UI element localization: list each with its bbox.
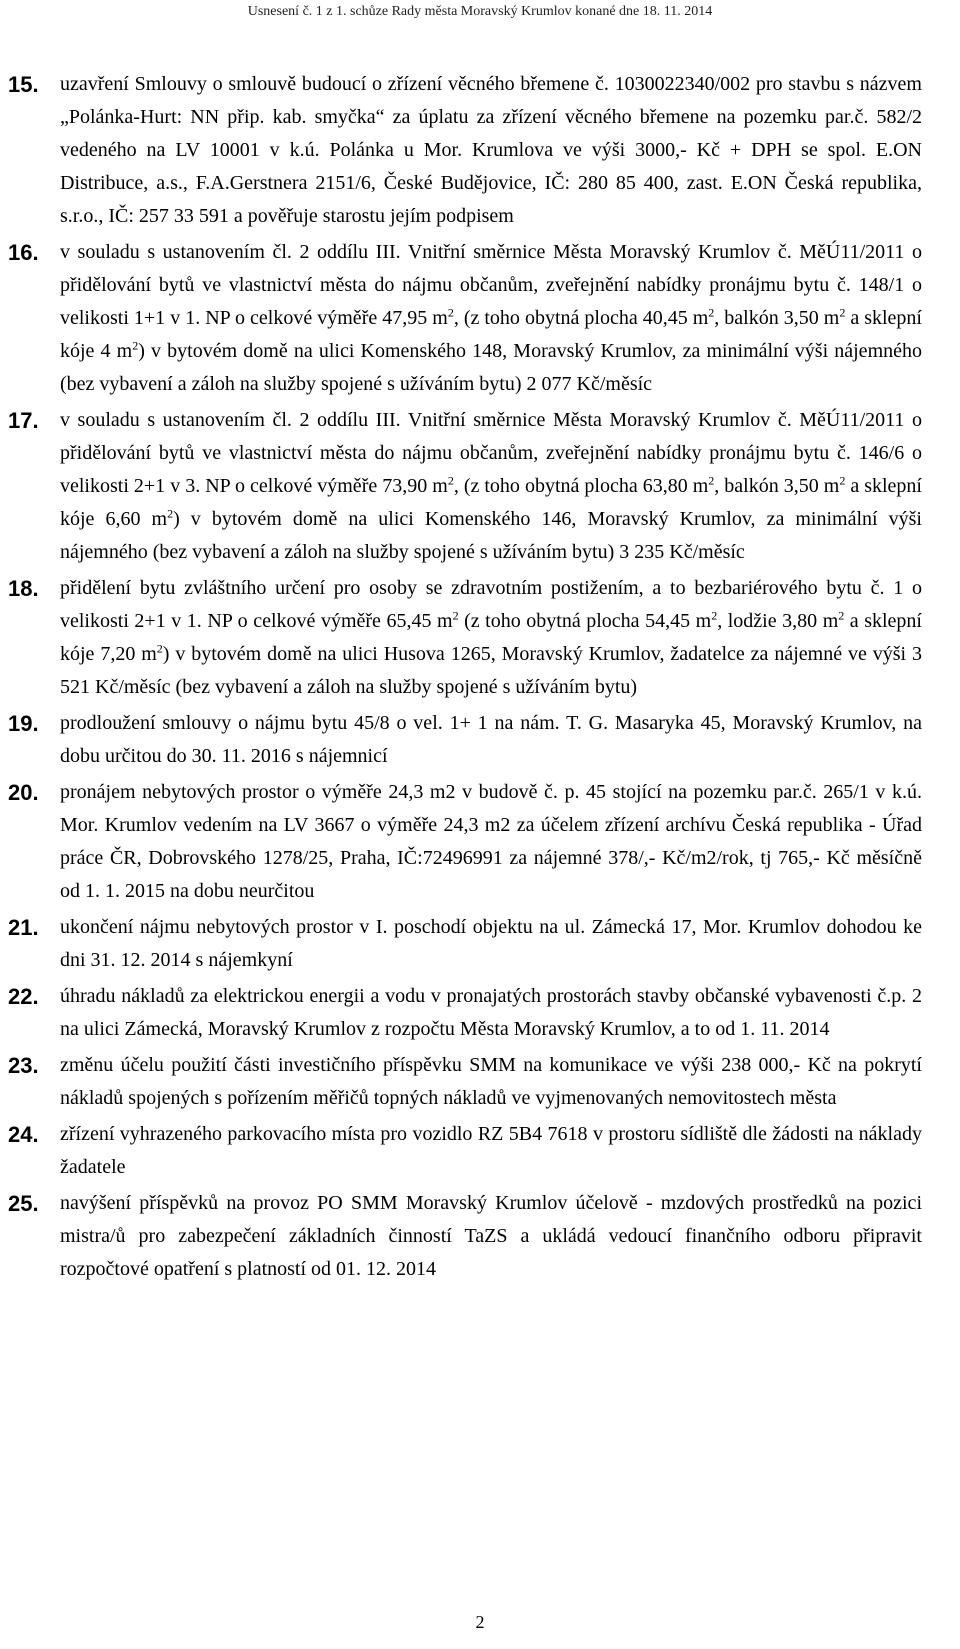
- resolution-item: [0, 1118, 960, 1184]
- item-number: 21.: [8, 915, 39, 940]
- resolution-item: [0, 911, 960, 977]
- resolution-item: [0, 707, 960, 773]
- item-number: 23.: [8, 1053, 39, 1078]
- item-number: 15.: [8, 72, 39, 97]
- item-number: 17.: [8, 408, 39, 433]
- resolution-item: [0, 404, 960, 569]
- resolution-item: [0, 236, 960, 401]
- resolution-item: [0, 1049, 960, 1115]
- item-text: pronájem nebytových prostor o výměře 24,3 m2 v budově č. p. 45 stojící na pozemku par.č. 265/1 v k.ú. Mor. Krumlov vedením na LV 3667 o výměře 24,3 m2 za účelem zřízení archívu Česká republika - Úřad práce ČR, Dobrovského 1278/25, Praha, IČ:72496991 za nájemné 378/,- Kč/m2/rok, tj 765,- Kč měsíčně od 1. 1. 2015 na dobu neurčitou: [60, 781, 922, 902]
- resolution-item: [0, 572, 960, 704]
- resolution-list: [0, 68, 960, 1289]
- item-number: 25.: [8, 1191, 39, 1216]
- resolution-item: [0, 1187, 960, 1286]
- item-text: úhradu nákladů za elektrickou energii a vodu v pronajatých prostorách stavby občanské vybavenosti č.p. 2 na ulici Zámecká, Moravský Krumlov z rozpočtu Města Moravský Krumlov, a to od 1. 11. 2014: [60, 985, 922, 1040]
- item-text: přidělení bytu zvláštního určení pro osoby se zdravotním postižením, a to bezbariérového bytu č. 1 o velikosti 2+1 v 1. NP o celkové výměře 65,45 $m^2$ (z toho obytná plocha 54,45 $m^2$, lodžie 3,80 $m^2$ a sklepní kóje 7,20 $m^2$) v bytovém domě na ulici Husova 1265, Moravský Krumlov, žadatelce za nájemné ve výši 3 521 Kč/měsíc (bez vybavení a záloh na služby spojené s užíváním bytu): [60, 577, 922, 698]
- item-text: uzavření Smlouvy o smlouvě budoucí o zřízení věcného břemene č. 1030022340/002 pro stavbu s názvem „Polánka-Hurt: NN přip. kab. smyčka“ za úplatu za zřízení věcného břemene na pozemku par.č. 582/2 vedeného na LV 10001 v k.ú. Polánka u Mor. Krumlova ve výši 3000,- Kč + DPH se spol. E.ON Distribuce, a.s., F.A.Gerstnera 2151/6, České Budějovice, IČ: 280 85 400, zast. E.ON Česká republika, s.r.o., IČ: 257 33 591 a pověřuje starostu jejím podpisem: [60, 73, 922, 227]
- item-number: 18.: [8, 576, 39, 601]
- resolution-item: [0, 980, 960, 1046]
- item-text: v souladu s ustanovením čl. 2 oddílu III. Vnitřní směrnice Města Moravský Krumlov č. MěÚ11/2011 o přidělování bytů ve vlastnictví města do nájmu občanům, zveřejnění nabídky pronájmu bytu č. 148/1 o velikosti 1+1 v 1. NP o celkové výměře 47,95 $m^2$, (z toho obytná plocha 40,45 $m^2$, balkón 3,50 $m^2$ a sklepní kóje 4 $m^2$) v bytovém domě na ulici Komenského 148, Moravský Krumlov, za minimální výši nájemného (bez vybavení a záloh na služby spojené s užíváním bytu) 2 077 Kč/měsíc: [60, 241, 922, 395]
- page-header: Usnesení č. 1 z 1. schůze Rady města Moravský Krumlov konané dne 18. 11. 2014: [247, 4, 713, 19]
- item-number: 22.: [8, 984, 39, 1009]
- resolution-item: [0, 68, 960, 233]
- item-number: 16.: [8, 240, 39, 265]
- item-text: v souladu s ustanovením čl. 2 oddílu III. Vnitřní směrnice Města Moravský Krumlov č. MěÚ11/2011 o přidělování bytů ve vlastnictví města do nájmu občanům, zveřejnění nabídky pronájmu bytu č. 146/6 o velikosti 2+1 v 3. NP o celkové výměře 73,90 $m^2$, (z toho obytná plocha 63,80 $m^2$, balkón 3,50 $m^2$ a sklepní kóje 6,60 $m^2$) v bytovém domě na ulici Komenského 146, Moravský Krumlov, za minimální výši nájemného (bez vybavení a záloh na služby spojené s užíváním bytu) 3 235 Kč/měsíc: [60, 409, 922, 563]
- item-text: prodloužení smlouvy o nájmu bytu 45/8 o vel. 1+ 1 na nám. T. G. Masaryka 45, Moravský Krumlov, na dobu určitou do 30. 11. 2016 s nájemnicí: [60, 712, 922, 767]
- item-text: změnu účelu použití části investičního příspěvku SMM na komunikace ve výši 238 000,- Kč na pokrytí nákladů spojených s pořízením měřičů topných nákladů ve vyjmenovaných nemovitostech města: [60, 1054, 922, 1109]
- item-text: zřízení vyhrazeného parkovacího místa pro vozidlo RZ 5B4 7618 v prostoru sídliště dle žádosti na náklady žadatele: [60, 1123, 922, 1178]
- item-text: navýšení příspěvků na provoz PO SMM Moravský Krumlov účelově - mzdových prostředků na pozici mistra/ů pro zabezpečení základních činností TaZS a ukládá vedoucí finančního odboru připravit rozpočtové opatření s platností od 01. 12. 2014: [60, 1192, 922, 1280]
- item-number: 19.: [8, 711, 39, 736]
- item-number: 20.: [8, 780, 39, 805]
- item-number: 24.: [8, 1122, 39, 1147]
- page-number: 2: [475, 1612, 485, 1632]
- resolution-item: [0, 776, 960, 908]
- item-text: ukončení nájmu nebytových prostor v I. poschodí objektu na ul. Zámecká 17, Mor. Krumlov dohodou ke dni 31. 12. 2014 s nájemkyní: [60, 916, 922, 971]
